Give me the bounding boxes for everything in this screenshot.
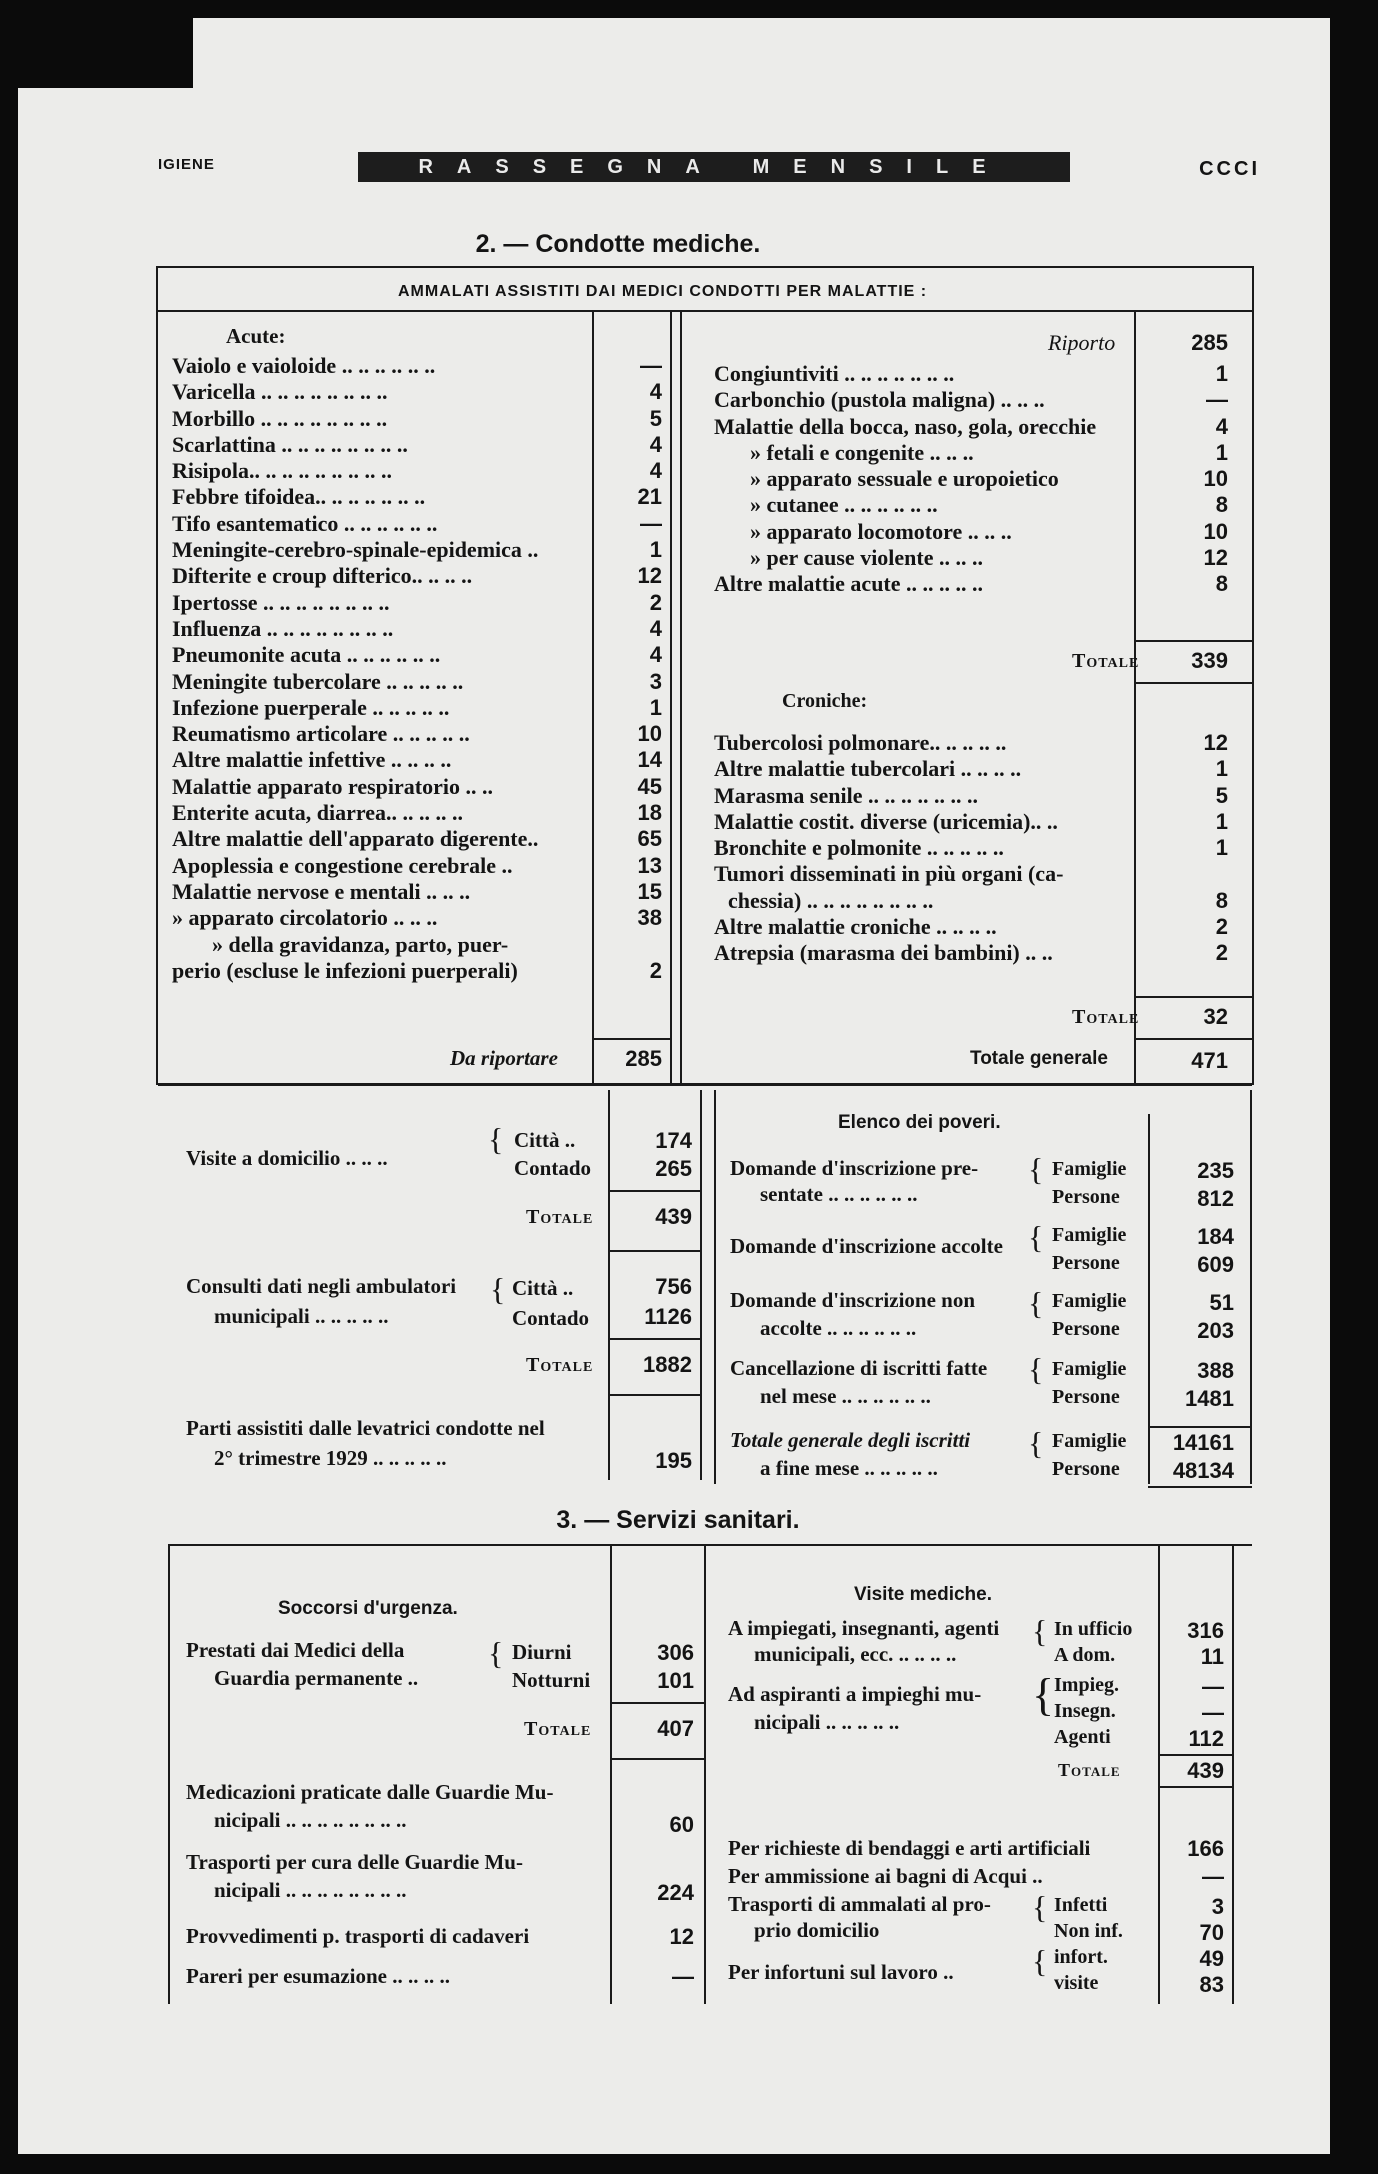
poveri-fam-value: 388 — [1197, 1358, 1234, 1383]
croniche-heading: Croniche: — [782, 690, 868, 712]
scan-border — [18, 18, 193, 88]
acute-row-label: Risipola.. .. .. .. .. .. .. .. .. — [172, 458, 393, 484]
parti-value: 195 — [655, 1448, 692, 1473]
visite-citta-value: 174 — [655, 1128, 692, 1153]
croniche-value: 1 — [1215, 756, 1228, 782]
acute-row-value: 5 — [649, 405, 662, 431]
acute-row-value: 1 — [649, 537, 662, 563]
acute-row-value: 38 — [637, 905, 662, 931]
acute-row-value: 45 — [637, 773, 662, 799]
poveri-fam-value: 184 — [1197, 1224, 1234, 1249]
visite-domicilio-label: Visite a domicilio .. .. .. — [186, 1146, 388, 1170]
acute-row-label: Infezione puerperale .. .. .. .. .. — [172, 694, 450, 720]
croniche-label: Tubercolosi polmonare.. .. .. .. .. — [714, 730, 1007, 755]
infort-label: infort. — [1054, 1946, 1108, 1968]
persone-label: Persone — [1052, 1386, 1120, 1408]
visits-values-rule-right — [700, 1090, 702, 1480]
medicazioni-label-1: Medicazioni praticate dalle Guardie Mu- — [186, 1780, 554, 1804]
acute-row-value: 10 — [637, 721, 662, 747]
poveri-total-rule — [1148, 1426, 1252, 1428]
acute-right-value: 8 — [1215, 571, 1228, 597]
bendaggi-label: Per richieste di bendaggi e arti artificiali — [728, 1836, 1091, 1860]
trasporti-amm-label-2: prio domicilio — [754, 1918, 880, 1942]
s3-values-rule-left — [610, 1544, 612, 2004]
acute-row-label: Meningite tubercolare .. .. .. .. .. — [172, 668, 464, 694]
acute-row-value: — — [640, 353, 662, 378]
acute-right-label: Altre malattie acute .. .. .. .. .. — [714, 571, 984, 597]
section-3-title: 3. — Servizi sanitari. — [556, 1506, 800, 1534]
prestati-label-1: Prestati dai Medici della — [186, 1638, 405, 1662]
citta-label: Città .. — [512, 1276, 574, 1300]
acute-row-value: 21 — [637, 484, 662, 510]
acute-right-label: Carbonchio (pustola maligna) .. .. .. — [714, 387, 1045, 413]
poveri-title: Elenco dei poveri. — [838, 1112, 1001, 1133]
diurni-value: 306 — [657, 1640, 694, 1665]
brace-icon: { — [1032, 1613, 1048, 1649]
section-2-title: 2. — Condotte mediche. — [475, 230, 761, 258]
acute-right-value: 10 — [1203, 466, 1228, 492]
acute-row-label: Scarlattina .. .. .. .. .. .. .. .. — [172, 431, 408, 457]
insegn-label: Insegn. — [1054, 1700, 1116, 1722]
medicazioni-value: 60 — [669, 1812, 694, 1837]
provvedimenti-value: 12 — [669, 1924, 694, 1949]
poveri-pers-value: 1481 — [1185, 1386, 1234, 1411]
infetti-value: 3 — [1211, 1894, 1224, 1919]
document-page — [18, 18, 1330, 2154]
famiglie-label: Famiglie — [1052, 1430, 1127, 1452]
poveri-left-rule — [714, 1090, 716, 1484]
running-head-left: IGIENE — [158, 156, 215, 173]
acute-right-value: 12 — [1203, 545, 1228, 571]
acute-values — [596, 353, 662, 984]
acute-right-values — [1138, 361, 1228, 598]
insegn-value: — — [1202, 1700, 1224, 1725]
acute-right-label: Malattie della bocca, naso, gola, orecchie — [714, 413, 1097, 439]
consulti-citta-value: 756 — [655, 1274, 692, 1299]
notturni-value: 101 — [657, 1668, 694, 1693]
visite-contado-value: 265 — [655, 1156, 692, 1181]
persone-label: Persone — [1052, 1252, 1120, 1274]
croniche-list — [714, 730, 1134, 967]
poveri-row-label-2: nel mese .. .. .. .. .. .. — [760, 1384, 931, 1408]
croniche-values — [1138, 730, 1228, 967]
trasporti-label-2: nicipali .. .. .. .. .. .. .. .. — [214, 1878, 407, 1902]
croniche-value: 12 — [1203, 730, 1228, 755]
brace-icon: { — [488, 1635, 504, 1671]
croniche-label: Atrepsia (marasma dei bambini) .. .. — [714, 940, 1053, 966]
acute-row-label: Influenza .. .. .. .. .. .. .. .. — [172, 615, 394, 641]
acute-row-value: 4 — [649, 431, 662, 457]
croniche-value: 2 — [1215, 940, 1228, 966]
croniche-value: 1 — [1215, 835, 1228, 861]
brace-icon: { — [488, 1121, 504, 1157]
brace-icon: { — [1028, 1151, 1044, 1187]
poveri-total-fam: 14161 — [1172, 1430, 1234, 1455]
croniche-value: 2 — [1215, 914, 1228, 940]
visite-mediche-title: Visite mediche. — [854, 1584, 992, 1605]
citta-label: Città .. — [514, 1128, 576, 1152]
croniche-value: 8 — [1215, 887, 1228, 913]
acute-row-label: Varicella .. .. .. .. .. .. .. .. — [172, 379, 388, 405]
pareri-value: — — [672, 1964, 694, 1989]
visite-total-rule-bottom — [608, 1250, 702, 1252]
parti-label-1: Parti assistiti dalle levatrici condotte nel — [186, 1416, 545, 1440]
acute-total-value: 339 — [1191, 648, 1228, 673]
acute-row-label: Apoplessia e congestione cerebrale .. — [172, 852, 513, 878]
acute-row-label: Vaiolo e vaioloide .. .. .. .. .. .. — [172, 353, 436, 378]
acute-row-value: 13 — [637, 852, 662, 878]
acute-row-label: Tifo esantematico .. .. .. .. .. .. — [172, 510, 438, 536]
da-riportare-label: Da riportare — [450, 1046, 558, 1070]
acute-total-rule — [1134, 640, 1252, 642]
acute-row-value: 65 — [637, 826, 662, 852]
acute-row-label: » apparato circolatorio .. .. .. — [172, 905, 438, 931]
croniche-label: Marasma senile .. .. .. .. .. .. .. — [714, 782, 978, 808]
persone-label: Persone — [1052, 1318, 1120, 1340]
notturni-label: Notturni — [512, 1668, 591, 1692]
poveri-values-rule — [1148, 1114, 1150, 1484]
brace-icon: { — [1032, 1889, 1048, 1925]
in-ufficio-value: 316 — [1187, 1618, 1224, 1643]
acute-right-label: Congiuntiviti .. .. .. .. .. .. .. — [714, 361, 955, 386]
famiglie-label: Famiglie — [1052, 1158, 1127, 1180]
riporto-value: 285 — [1191, 330, 1228, 355]
totale-generale-value: 471 — [1191, 1048, 1228, 1073]
soccorsi-total-rule — [610, 1702, 706, 1704]
impieg-label: Impieg. — [1054, 1674, 1119, 1696]
trasporti-amm-label-1: Trasporti di ammalati al pro- — [728, 1892, 991, 1916]
acute-right-value: — — [1206, 387, 1228, 413]
acute-right-label: » per cause violente .. .. .. — [750, 545, 984, 571]
acute-row-label: Reumatismo articolare .. .. .. .. .. — [172, 721, 470, 747]
impiegati-label-2: municipali, ecc. .. .. .. .. — [754, 1642, 957, 1666]
persone-label: Persone — [1052, 1186, 1120, 1208]
diurni-label: Diurni — [512, 1640, 572, 1664]
section-3-top-rule — [168, 1544, 1252, 1546]
acute-row-label: Altre malattie dell'apparato digerente.. — [172, 826, 539, 852]
poveri-total-label-1: Totale generale degli iscritti — [730, 1428, 971, 1452]
prestati-label-2: Guardia permanente .. — [214, 1666, 419, 1690]
acute-row-value: 15 — [637, 878, 662, 904]
acute-total-rule-bottom — [1134, 682, 1252, 684]
brace-icon: { — [1028, 1425, 1044, 1461]
famiglie-label: Famiglie — [1052, 1290, 1127, 1312]
bagni-value: — — [1202, 1864, 1224, 1889]
croniche-label: Altre malattie tubercolari .. .. .. .. — [714, 756, 1022, 782]
acute-right-value: 1 — [1215, 439, 1228, 465]
s3-right-values-rule — [1158, 1544, 1160, 2004]
acute-right-value: 10 — [1203, 518, 1228, 544]
acute-right-label: » apparato sessuale e uropoietico — [750, 466, 1059, 492]
poveri-row-label-1: Domande d'inscrizione accolte — [730, 1234, 1003, 1258]
visite-inf-value: 83 — [1199, 1972, 1224, 1997]
acute-row-label: Altre malattie infettive .. .. .. .. — [172, 747, 452, 773]
contado-label: Contado — [512, 1306, 590, 1330]
table-caption: AMMALATI ASSISTITI DAI MEDICI CONDOTTI PER MALATTIE : — [398, 283, 928, 300]
soccorsi-title: Soccorsi d'urgenza. — [278, 1598, 458, 1619]
acute-row-value: 2 — [649, 957, 662, 983]
pareri-label: Pareri per esumazione .. .. .. .. — [186, 1964, 451, 1988]
acute-total-label: Totale — [1072, 650, 1140, 672]
provvedimenti-label: Provvedimenti p. trasporti di cadaveri — [186, 1924, 530, 1948]
s3-values-rule-right — [704, 1544, 706, 2004]
poveri-pers-value: 203 — [1197, 1318, 1234, 1343]
infort-value: 49 — [1199, 1946, 1224, 1971]
acute-row-label: Pneumonite acuta .. .. .. .. .. .. — [172, 642, 441, 668]
agenti-value: 112 — [1188, 1726, 1224, 1751]
croniche-label: Bronchite e polmonite .. .. .. .. .. — [714, 835, 1004, 861]
acute-row-label: Meningite-cerebro-spinale-epidemica .. — [172, 537, 539, 563]
table-bottom-rule — [158, 1084, 1252, 1086]
spacer — [596, 932, 662, 958]
acute-row-label: » della gravidanza, parto, puer- — [212, 931, 509, 957]
a-dom-value: 11 — [1200, 1644, 1224, 1669]
visite-med-total-label: Totale — [1058, 1760, 1121, 1780]
acute-heading: Acute: — [226, 324, 286, 348]
acute-row-value: 14 — [637, 747, 662, 773]
croniche-label: chessia) .. .. .. .. .. .. .. .. — [728, 887, 934, 913]
croniche-label: Altre malattie croniche .. .. .. .. — [714, 914, 997, 940]
parti-label-2: 2° trimestre 1929 .. .. .. .. .. — [214, 1446, 447, 1470]
acute-right-value: 1 — [1215, 361, 1228, 386]
spacer — [1138, 861, 1228, 887]
agenti-label: Agenti — [1054, 1726, 1111, 1748]
impiegati-label-1: A impiegati, insegnanti, agenti — [728, 1616, 1000, 1640]
da-riportare-value: 285 — [625, 1046, 662, 1071]
s3-right-rule — [1232, 1544, 1234, 2004]
acute-row-value: 12 — [637, 563, 662, 589]
col-rule-right-values — [1134, 310, 1136, 1084]
non-inf-label: Non inf. — [1054, 1920, 1123, 1942]
acute-row-label: Morbillo .. .. .. .. .. .. .. .. — [172, 405, 388, 431]
col-rule-center — [670, 310, 672, 1084]
poveri-row-label-1: Domande d'inscrizione pre- — [730, 1156, 979, 1180]
acute-row-value: 4 — [649, 379, 662, 405]
croniche-total-label: Totale — [1072, 1006, 1140, 1028]
acute-row-label: Malattie apparato respiratorio .. .. — [172, 773, 493, 799]
visite-total-value: 439 — [655, 1204, 692, 1229]
acute-row-value: 1 — [649, 694, 662, 720]
poveri-row-label-1: Domande d'inscrizione non — [730, 1288, 976, 1312]
visite-med-total-rule — [1158, 1754, 1234, 1756]
brace-icon: { — [1028, 1351, 1044, 1387]
section-3-left-rule — [168, 1544, 170, 2004]
croniche-value: 5 — [1215, 782, 1228, 808]
visite-med-total-value: 439 — [1187, 1758, 1224, 1783]
persone-label: Persone — [1052, 1458, 1120, 1480]
consulti-total-rule-bottom — [608, 1394, 702, 1396]
acute-row-label: Malattie nervose e mentali .. .. .. — [172, 878, 471, 904]
visits-values-rule-left — [608, 1090, 610, 1480]
totale-generale-label: Totale generale — [970, 1048, 1108, 1069]
consulti-total-value: 1882 — [643, 1352, 692, 1377]
visite-total-rule — [608, 1190, 702, 1192]
impieg-value: — — [1202, 1674, 1224, 1699]
visite-med-total-rule-bottom — [1158, 1786, 1234, 1788]
acute-right-value: 4 — [1215, 413, 1228, 439]
consulti-total-label: Totale — [526, 1354, 594, 1376]
infetti-label: Infetti — [1054, 1894, 1108, 1916]
bendaggi-value: 166 — [1187, 1836, 1224, 1861]
acute-row-value: 2 — [649, 589, 662, 615]
acute-list — [172, 353, 592, 984]
acute-row-value: — — [640, 510, 662, 536]
poveri-fam-value: 235 — [1197, 1158, 1234, 1183]
acute-right-value: 8 — [1215, 492, 1228, 518]
brace-icon: { — [1028, 1285, 1044, 1321]
page-number: CCCI — [1199, 158, 1260, 180]
croniche-label: Malattie costit. diverse (uricemia).. .. — [714, 808, 1058, 834]
croniche-total-rule-bottom — [1134, 1038, 1252, 1040]
poveri-row-label-1: Cancellazione di iscritti fatte — [730, 1356, 988, 1380]
famiglie-label: Famiglie — [1052, 1224, 1127, 1246]
consulti-contado-value: 1126 — [644, 1304, 692, 1329]
acute-row-label: Difterite e croup difterico.. .. .. .. — [172, 563, 473, 589]
acute-right-label: » fetali e congenite .. .. .. — [750, 439, 974, 465]
consulti-total-rule — [608, 1338, 702, 1340]
brace-icon: { — [1028, 1219, 1044, 1255]
croniche-total-rule — [1134, 996, 1252, 998]
soccorsi-total-label: Totale — [524, 1718, 592, 1740]
a-dom-label: A dom. — [1054, 1644, 1116, 1666]
acute-row-value: 3 — [649, 668, 662, 694]
infortuni-label: Per infortuni sul lavoro .. — [728, 1960, 954, 1984]
poveri-row-label-2: accolte .. .. .. .. .. .. — [760, 1316, 917, 1340]
croniche-value: 1 — [1215, 808, 1228, 834]
subtotal-rule — [592, 1038, 672, 1040]
acute-row-value: 4 — [649, 458, 662, 484]
famiglie-label: Famiglie — [1052, 1358, 1127, 1380]
table-caption-rule — [158, 310, 1252, 312]
brace-icon: { — [1032, 1943, 1048, 1979]
contado-label: Contado — [514, 1156, 592, 1180]
poveri-bottom-rule — [1148, 1486, 1252, 1488]
non-inf-value: 70 — [1199, 1920, 1224, 1945]
bagni-label: Per ammissione ai bagni di Acqui .. — [728, 1864, 1043, 1888]
trasporti-label-1: Trasporti per cura delle Guardie Mu- — [186, 1850, 523, 1874]
visite-total-label: Totale — [526, 1206, 594, 1228]
consulti-label-2: municipali .. .. .. .. .. — [214, 1304, 389, 1328]
poveri-total-pers: 48134 — [1172, 1458, 1234, 1483]
col-rule-left-values — [592, 310, 594, 1084]
poveri-fam-value: 51 — [1209, 1290, 1234, 1315]
in-ufficio-label: In ufficio — [1054, 1618, 1133, 1640]
running-head-band: RASSEGNA MENSILE — [358, 152, 1070, 182]
riporto-label: Riporto — [1048, 330, 1116, 355]
aspiranti-label-1: Ad aspiranti a impieghi mu- — [728, 1682, 982, 1706]
brace-icon: { — [1032, 1669, 1055, 1720]
poveri-pers-value: 609 — [1197, 1252, 1234, 1277]
croniche-label: Tumori disseminati in più organi (ca- — [714, 861, 1064, 887]
acute-right-label: » cutanee .. .. .. .. .. .. — [750, 492, 938, 518]
visite-inf-label: visite — [1054, 1972, 1099, 1994]
acute-row-label: Ipertosse .. .. .. .. .. .. .. .. — [172, 589, 390, 615]
acute-right-label: » apparato locomotore .. .. .. — [750, 518, 1012, 544]
medicazioni-label-2: nicipali .. .. .. .. .. .. .. .. — [214, 1808, 407, 1832]
trasporti-value: 224 — [657, 1880, 694, 1905]
col-rule-center-2 — [680, 310, 682, 1084]
consulti-label-1: Consulti dati negli ambulatori — [186, 1274, 457, 1298]
croniche-total-value: 32 — [1203, 1004, 1228, 1029]
poveri-total-label-2: a fine mese .. .. .. .. .. — [760, 1456, 938, 1480]
poveri-right-rule — [1250, 1090, 1252, 1484]
acute-row-label: Febbre tifoidea.. .. .. .. .. .. .. — [172, 484, 426, 510]
poveri-pers-value: 812 — [1197, 1186, 1234, 1211]
poveri-row-label-2: sentate .. .. .. .. .. .. — [760, 1182, 918, 1206]
aspiranti-label-2: nicipali .. .. .. .. .. — [754, 1710, 900, 1734]
acute-row-value: 4 — [649, 642, 662, 668]
acute-row-label: Enterite acuta, diarrea.. .. .. .. .. — [172, 800, 464, 826]
acute-row-value: 4 — [649, 615, 662, 641]
acute-row-label: perio (escluse le infezioni puerperali) — [172, 957, 518, 983]
soccorsi-total-value: 407 — [657, 1716, 694, 1741]
soccorsi-total-rule-bottom — [610, 1758, 706, 1760]
acute-row-value: 18 — [637, 800, 662, 826]
acute-right-list — [714, 361, 1134, 598]
brace-icon: { — [490, 1271, 506, 1307]
